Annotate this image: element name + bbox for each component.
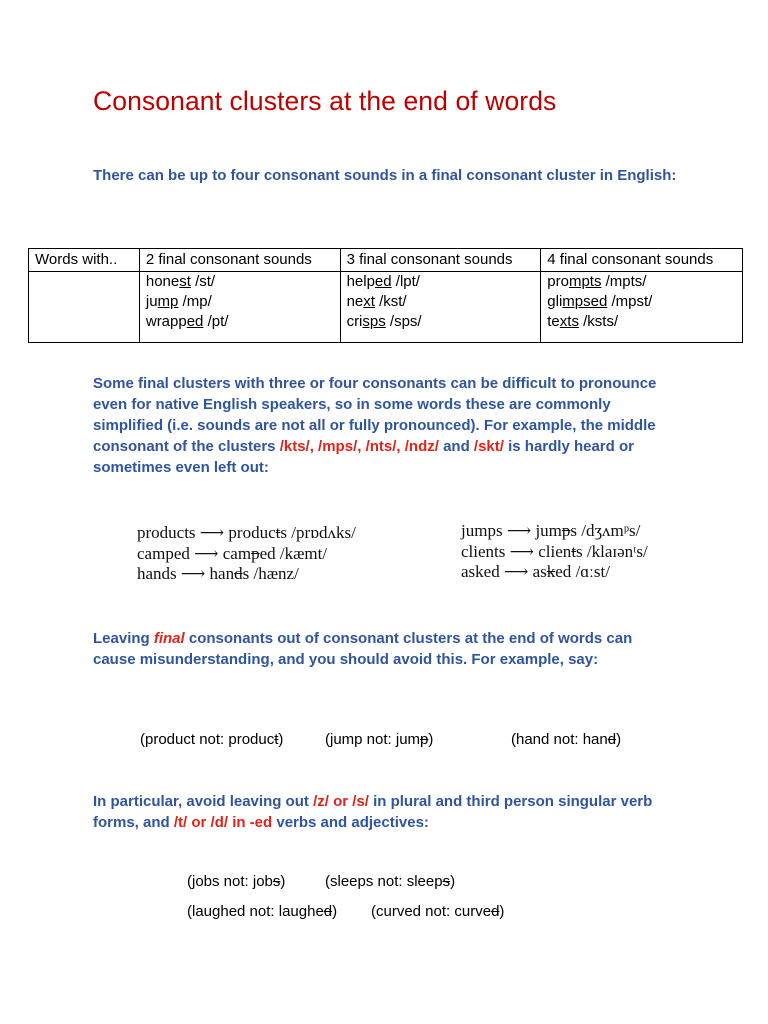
ipa-transcription: /mp/ xyxy=(178,293,212,310)
header-three-sounds: 3 final consonant sounds xyxy=(340,249,541,272)
particular-text-3: verbs and adjectives: xyxy=(272,814,429,831)
header-two-sounds: 2 final consonant sounds xyxy=(139,249,340,272)
ipa-transcription: /ɑːst/ xyxy=(571,562,610,581)
td-sounds: /t/ or /d/ in -ed xyxy=(173,814,273,831)
example-text: (jobs not: job xyxy=(187,873,273,890)
original-word: asked xyxy=(461,562,500,581)
table-word-entry xyxy=(146,292,334,312)
example-curved xyxy=(371,903,504,920)
dropped-consonant: d xyxy=(607,731,617,748)
cluster-letters: st xyxy=(179,273,191,290)
word-end: s xyxy=(576,541,583,561)
final-word: final xyxy=(153,630,185,647)
example-text: (curved not: curve xyxy=(371,903,492,920)
original-word: clients xyxy=(461,541,506,561)
closing-bracket: ) xyxy=(616,731,622,748)
ipa-transcription: /ksts/ xyxy=(578,313,619,330)
dropped-consonant: d xyxy=(323,903,333,920)
ipa-transcription: /mpts/ xyxy=(601,273,647,290)
closing-bracket: ) xyxy=(332,903,338,920)
consonant-cluster-table xyxy=(28,248,743,343)
simplification-text-1: Some final clusters with three or four consonants can be difficult to pronounce even for native English speakers, so in some words these are commonly simplified (i.e. sounds are not all or fully pronounced). For example, the middle consonant of the clusters xyxy=(93,375,657,455)
dropped-consonant: d xyxy=(491,903,500,920)
arrow-icon: ⟶ xyxy=(195,523,229,542)
table-word-entry xyxy=(547,272,736,292)
example-text: (product not: produc xyxy=(140,731,275,748)
simplified-example xyxy=(137,523,356,544)
ipa-transcription: /dʒʌmᵖs/ xyxy=(577,521,641,540)
cluster-letters: ed xyxy=(186,313,204,330)
simplified-examples-left xyxy=(137,523,356,585)
word-start: han xyxy=(209,564,235,583)
table-word-entry xyxy=(347,272,535,292)
word-start: te xyxy=(547,313,560,330)
original-word: hands xyxy=(137,564,177,583)
leaving-paragraph xyxy=(93,628,673,670)
four-sound-cell xyxy=(541,272,743,343)
table-header-row xyxy=(29,249,743,272)
word-start: jum xyxy=(535,521,562,540)
header-words-with: Words with.. xyxy=(29,249,140,272)
word-start: cri xyxy=(346,313,363,330)
example-text: (laughed not: laughe xyxy=(187,903,324,920)
word-end: ed xyxy=(555,562,572,581)
leaving-text-1: Leaving xyxy=(93,630,154,647)
simplified-examples-right xyxy=(461,521,648,583)
ipa-transcription: /pt/ xyxy=(203,313,229,330)
ipa-transcription: /st/ xyxy=(190,273,216,290)
word-start: as xyxy=(532,562,547,581)
closing-bracket: ) xyxy=(450,873,456,890)
leaving-text-2: consonants out of consonant clusters at the end of words can cause misunderstanding, and you should avoid this. For example, say: xyxy=(93,630,633,668)
word-start: pro xyxy=(547,273,569,290)
zs-sounds: /z/ or /s/ xyxy=(313,793,369,810)
cluster-letters: mpsed xyxy=(562,293,608,310)
cluster-letters: mp xyxy=(157,293,179,310)
original-word: camped xyxy=(137,543,190,563)
dropped-consonant: p xyxy=(420,731,429,748)
word-start: hone xyxy=(145,273,180,290)
example-text: (sleeps not: sleep xyxy=(325,873,443,890)
word-end: s xyxy=(570,521,578,540)
closing-bracket: ) xyxy=(278,731,284,748)
ipa-transcription: /prɒdʌks/ xyxy=(287,523,356,542)
particular-paragraph xyxy=(93,791,683,833)
three-sound-cell xyxy=(340,272,541,343)
dropped-consonant: t xyxy=(274,731,279,748)
simplified-example xyxy=(137,564,356,585)
cluster-letters: xt xyxy=(363,293,375,310)
ipa-transcription: /sps/ xyxy=(385,313,422,330)
table-word-entry xyxy=(146,312,334,332)
example-row-2 xyxy=(0,873,768,893)
closing-bracket: ) xyxy=(280,873,286,890)
original-word: products xyxy=(137,523,196,542)
dropped-consonant: t xyxy=(571,541,577,561)
simplified-example xyxy=(461,521,648,542)
ipa-transcription: /kst/ xyxy=(374,293,407,310)
word-start: produc xyxy=(228,523,276,542)
closing-bracket: ) xyxy=(499,903,505,920)
ipa-transcription: /klaɪənᵗs/ xyxy=(582,541,648,561)
ipa-transcription: /kæmt/ xyxy=(275,543,328,563)
simplification-paragraph xyxy=(93,373,683,478)
two-sound-cell xyxy=(139,272,340,343)
ipa-transcription: /mpst/ xyxy=(607,293,653,310)
particular-text-2: in plural and third person singular verb forms, and xyxy=(93,793,653,831)
dropped-consonant: k xyxy=(546,562,556,581)
table-word-entry xyxy=(547,312,736,332)
example-text: (hand not: han xyxy=(511,731,608,748)
cluster-letters: sps xyxy=(362,313,386,330)
word-start: ne xyxy=(346,293,364,310)
arrow-icon: ⟶ xyxy=(499,562,533,581)
page-title: Consonant clusters at the end of words xyxy=(93,86,557,116)
word-start: cam xyxy=(222,543,252,563)
arrow-icon: ⟶ xyxy=(176,564,210,583)
intro-paragraph: There can be up to four consonant sounds in a final consonant cluster in English: xyxy=(93,167,677,184)
word-start: clien xyxy=(538,541,572,561)
word-start: wrapp xyxy=(145,313,187,330)
cluster-list: /kts/, /mps/, /nts/, /ndz/ xyxy=(279,438,439,455)
table-row xyxy=(29,272,743,343)
example-sleeps xyxy=(325,873,455,890)
simplified-example xyxy=(461,562,648,583)
dropped-consonant: s xyxy=(272,873,281,890)
dropped-consonant: s xyxy=(442,873,451,890)
arrow-icon: ⟶ xyxy=(505,541,539,561)
word-end: s xyxy=(280,523,287,542)
word-end: ed xyxy=(259,543,276,563)
table-word-entry xyxy=(547,292,736,312)
cluster-letters: ed xyxy=(374,273,392,290)
table-word-entry xyxy=(347,292,535,312)
cluster-letters: mpts xyxy=(568,273,602,290)
empty-cell xyxy=(29,272,140,343)
ipa-transcription: /lpt/ xyxy=(391,273,420,290)
example-jump xyxy=(325,731,433,748)
dropped-consonant: d xyxy=(234,564,243,583)
example-laughed xyxy=(187,903,337,920)
table-word-entry xyxy=(347,312,535,332)
word-end: s xyxy=(242,564,250,583)
example-text: (jump not: jum xyxy=(325,731,421,748)
example-product xyxy=(140,731,283,748)
cluster-skt: /skt/ xyxy=(473,438,504,455)
cluster-letters: xts xyxy=(559,313,579,330)
example-row-1 xyxy=(0,731,768,751)
simplification-text-3: is hardly heard or sometimes even left out: xyxy=(93,438,634,476)
simplified-example xyxy=(137,544,356,565)
table-word-entry xyxy=(146,272,334,292)
ipa-transcription: /hænz/ xyxy=(249,564,299,583)
simplification-text-2: and xyxy=(438,438,474,455)
original-word: jumps xyxy=(461,521,503,540)
word-start: gli xyxy=(547,293,563,310)
simplified-example xyxy=(461,542,648,563)
closing-bracket: ) xyxy=(428,731,434,748)
dropped-consonant: p xyxy=(251,543,260,563)
example-jobs xyxy=(187,873,285,890)
dropped-consonant: p xyxy=(561,521,571,540)
dropped-consonant: t xyxy=(275,523,281,542)
word-start: ju xyxy=(145,293,158,310)
example-hand xyxy=(511,731,621,748)
example-row-3 xyxy=(0,903,768,923)
arrow-icon: ⟶ xyxy=(189,543,223,563)
arrow-icon: ⟶ xyxy=(502,521,536,540)
particular-text-1: In particular, avoid leaving out xyxy=(93,793,314,810)
header-four-sounds: 4 final consonant sounds xyxy=(541,249,743,272)
word-start: help xyxy=(346,273,375,290)
